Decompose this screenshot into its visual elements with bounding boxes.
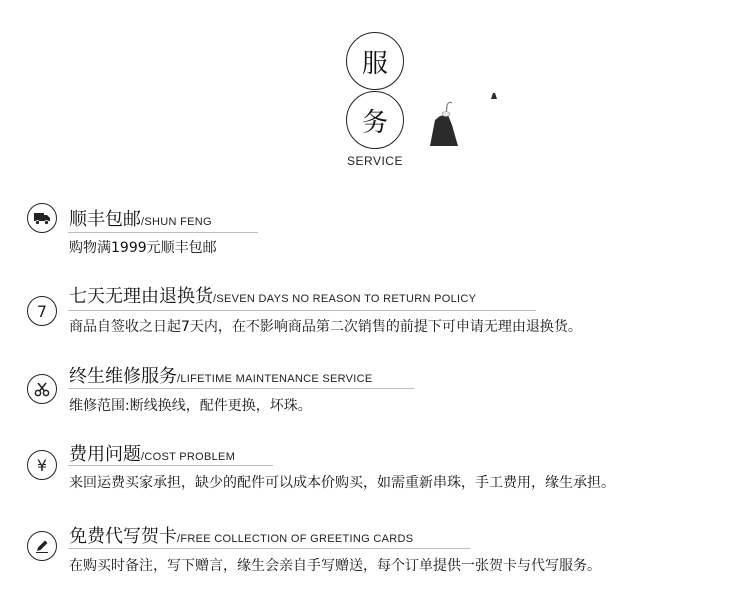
item-title-en: /LIFETIME MAINTENANCE SERVICE [177,373,373,385]
item-title-en: /SHUN FENG [141,216,212,228]
divider [68,310,536,311]
divider [68,548,470,549]
item-title-en: /FREE COLLECTION OF GREETING CARDS [177,533,414,545]
service-subtitle: SERVICE [347,154,403,168]
item-heading [69,282,476,308]
item-description: 维修范围:断线换线，配件更换，坏珠。 [69,398,312,414]
item-title-en: /COST PROBLEM [141,451,236,463]
item-description: 商品自签收之日起7天内，在不影响商品第二次销售的前提下可申请无理由退换货。 [69,319,582,335]
service-header [0,0,750,185]
title-char-circle-1: 服 [346,32,404,90]
item-title-cn: 终生维修服务 [69,366,177,387]
number-seven-icon: 7 [27,296,57,326]
item-description: 购物满1999元顺丰包邮 [69,240,217,256]
title-char-circle-2: 务 [346,91,404,149]
item-heading [69,205,212,231]
item-heading [69,440,235,466]
service-item-shipping [0,200,750,255]
divider [68,388,414,389]
item-title-cn: 七天无理由退换货 [69,286,213,307]
rock-crane-decoration-icon [420,85,505,150]
service-item-return [0,280,750,340]
divider [68,232,258,233]
scissors-icon [27,374,57,404]
item-title-cn: 顺丰包邮 [69,209,141,230]
item-description: 在购买时备注，写下赠言，缘生会亲自手写赠送，每个订单提供一张贺卡与代写服务。 [69,558,601,574]
divider [68,465,273,466]
item-title-cn: 费用问题 [69,444,141,465]
service-item-greeting-card [0,520,750,580]
item-heading [69,362,373,388]
service-item-maintenance [0,360,750,415]
item-description: 来回运费买家承担，缺少的配件可以成本价购买，如需重新串珠，手工费用，缘生承担。 [69,475,615,491]
truck-icon [27,203,57,233]
item-heading [69,522,413,548]
pen-icon [27,531,57,561]
item-title-cn: 免费代写贺卡 [69,526,177,547]
yen-icon: ¥ [27,450,57,480]
item-title-en: /SEVEN DAYS NO REASON TO RETURN POLICY [213,293,477,305]
service-item-cost [0,438,750,498]
